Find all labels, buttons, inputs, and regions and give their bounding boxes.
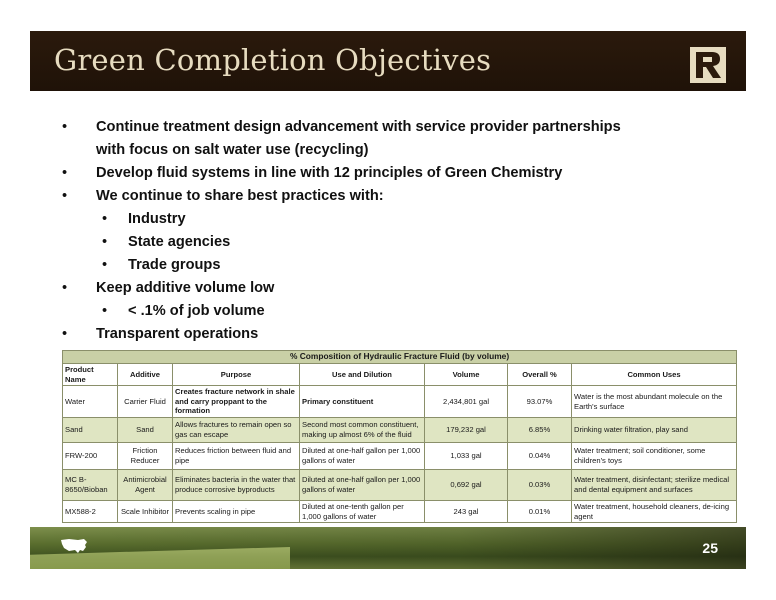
table-cell: Friction Reducer <box>118 442 173 469</box>
column-header: Common Uses <box>572 364 737 386</box>
table-cell: Scale Inhibitor <box>118 500 173 522</box>
table-cell: Antimicrobial Agent <box>118 469 173 500</box>
table-cell: 0.04% <box>508 442 572 469</box>
bullet-item: • Continue treatment design advancement with service provider partnerships with focus on salt water use (recycling) <box>62 116 722 162</box>
table-cell: Diluted at one-half gallon per 1,000 gallons of water <box>300 469 425 500</box>
table-cell: 0,692 gal <box>425 469 508 500</box>
table-cell: Water is the most abundant molecule on the Earth's surface <box>572 386 737 418</box>
table-cell: 243 gal <box>425 500 508 522</box>
table-cell: MX588-2 <box>63 500 118 522</box>
table-cell: FRW-200 <box>63 442 118 469</box>
title-banner <box>30 31 746 91</box>
table-cell: Sand <box>118 417 173 442</box>
table-cell: Water treatment; soil conditioner, some children's toys <box>572 442 737 469</box>
table-row <box>63 386 737 418</box>
column-header: Purpose <box>173 364 300 386</box>
table-cell: 93.07% <box>508 386 572 418</box>
fracture-fluid-composition-table <box>62 350 737 523</box>
sub-bullet-item: • Industry <box>62 208 722 231</box>
table-row <box>63 500 737 522</box>
table-cell: Allows fractures to remain open so gas can escape <box>173 417 300 442</box>
column-header: Additive <box>118 364 173 386</box>
column-header: Use and Dilution <box>300 364 425 386</box>
sub-bullet-item: • < .1% of job volume <box>62 300 722 323</box>
sub-bullet-item: • State agencies <box>62 231 722 254</box>
table-cell: MC B-8650/Bioban <box>63 469 118 500</box>
sub-bullet-item: • Trade groups <box>62 254 722 277</box>
table-cell: 0.03% <box>508 469 572 500</box>
table-row <box>63 417 737 442</box>
table-cell: Prevents scaling in pipe <box>173 500 300 522</box>
table-row <box>63 442 737 469</box>
table-caption: % Composition of Hydraulic Fracture Fluid (by volume) <box>63 351 737 364</box>
table-cell: Water <box>63 386 118 418</box>
column-header: Product Name <box>63 364 118 386</box>
table-cell: Drinking water filtration, play sand <box>572 417 737 442</box>
slide-title: Green Completion Objectives <box>54 43 492 77</box>
table-cell: Second most common constituent, making up almost 6% of the fluid <box>300 417 425 442</box>
company-logo-icon <box>690 47 726 83</box>
usa-map-icon <box>60 537 88 555</box>
table-row <box>63 469 737 500</box>
table-cell: Diluted at one-tenth gallon per 1,000 gallons of water <box>300 500 425 522</box>
objectives-list <box>62 116 722 346</box>
table-cell: 0.01% <box>508 500 572 522</box>
column-header: Volume <box>425 364 508 386</box>
table-cell: Water treatment, household cleaners, de-icing agent <box>572 500 737 522</box>
table-cell: 179,232 gal <box>425 417 508 442</box>
table-cell: 2,434,801 gal <box>425 386 508 418</box>
page-number: 25 <box>702 540 718 556</box>
table-cell: 1,033 gal <box>425 442 508 469</box>
footer-banner <box>30 527 746 569</box>
table-cell: Primary constituent <box>300 386 425 418</box>
bullet-item: • Develop fluid systems in line with 12 principles of Green Chemistry <box>62 162 722 185</box>
table-cell: 6.85% <box>508 417 572 442</box>
table-cell: Creates fracture network in shale and carry proppant to the formation <box>173 386 300 418</box>
table-cell: Water treatment, disinfectant; sterilize medical and dental equipment and surfaces <box>572 469 737 500</box>
column-header: Overall % <box>508 364 572 386</box>
table-cell: Sand <box>63 417 118 442</box>
table-cell: Reduces friction between fluid and pipe <box>173 442 300 469</box>
table-cell: Diluted at one-half gallon per 1,000 gallons of water <box>300 442 425 469</box>
bullet-item: • We continue to share best practices with: <box>62 185 722 208</box>
table-cell: Eliminates bacteria in the water that produce corrosive byproducts <box>173 469 300 500</box>
table-cell: Carrier Fluid <box>118 386 173 418</box>
bullet-item: • Transparent operations <box>62 323 722 346</box>
bullet-item: • Keep additive volume low <box>62 277 722 300</box>
